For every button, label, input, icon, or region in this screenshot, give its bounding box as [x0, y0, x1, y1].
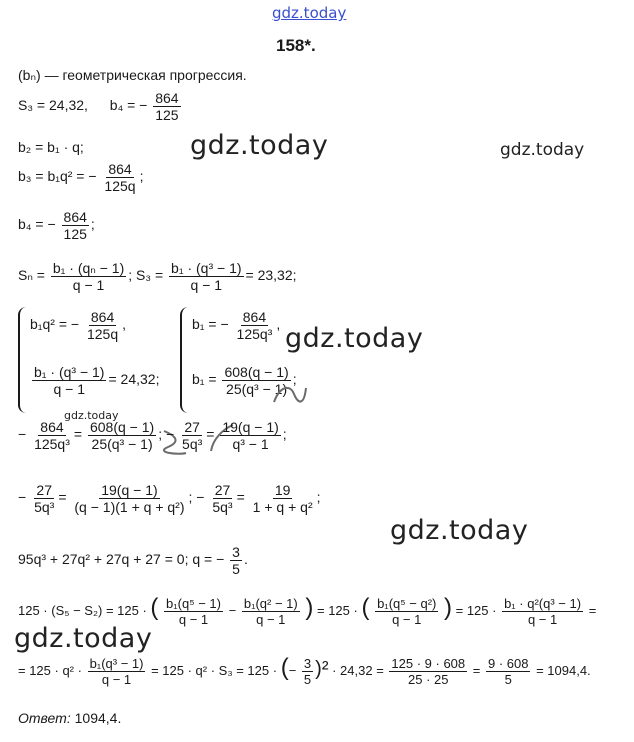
handwriting-mark: [270, 380, 310, 410]
denominator: q − 1: [190, 277, 223, 293]
equation-line: [18, 483, 321, 514]
formula: 95q³ + 27q² + 27q + 27 = 0; q = −: [18, 551, 225, 568]
paren: (: [280, 654, 289, 681]
punct: ,: [276, 316, 281, 333]
denominator: 125q: [104, 178, 136, 194]
formula-line: [18, 162, 143, 193]
fraction: [32, 420, 72, 451]
punct: .: [243, 551, 248, 568]
numerator: 864: [155, 90, 179, 106]
fraction: [486, 657, 530, 686]
denominator: 5q³: [212, 499, 233, 515]
fraction: [164, 597, 223, 626]
formula-line: [18, 210, 95, 241]
fraction: [88, 420, 156, 451]
formula: b₂ = b₁ · q;: [18, 139, 84, 155]
formula: −: [288, 663, 297, 678]
watermark: gdz.today: [285, 323, 424, 354]
denominator: 1 + q + q²: [252, 499, 313, 515]
answer-line: [18, 711, 121, 725]
denominator: (q − 1)(1 + q + q²): [74, 499, 185, 515]
system-line: [192, 310, 280, 341]
answer-label: Ответ:: [18, 710, 71, 726]
watermark: gdz.today: [390, 515, 529, 546]
formula: = 125 ·: [455, 603, 497, 618]
fraction: [153, 91, 180, 122]
denominator: 125q³: [34, 436, 70, 452]
formula: = 125 · q² · S₃ = 125 ·: [151, 663, 278, 678]
punct: ;: [292, 371, 297, 388]
watermark: gdz.today: [14, 623, 153, 654]
denominator: 125: [63, 226, 87, 242]
denominator: q − 1: [392, 612, 422, 628]
numerator: 3: [232, 544, 240, 560]
paren: (: [361, 594, 370, 621]
numerator: b₁(q² − 1): [243, 596, 298, 612]
numerator: b₁ · q²(q³ − 1): [504, 596, 582, 612]
formula: · 24,32 =: [332, 663, 384, 678]
denominator: 125q³: [236, 326, 273, 342]
denominator: 5: [232, 561, 240, 577]
formula: ; −: [188, 489, 205, 506]
formula: = 125 · q² ·: [18, 663, 82, 678]
paren: ): [443, 594, 452, 621]
fraction: [235, 310, 275, 341]
numerator: 864: [90, 309, 115, 325]
fraction: [389, 657, 467, 686]
problem-number: 158*.: [276, 36, 316, 55]
numerator: 3: [303, 656, 312, 672]
denominator: 25(q³ − 1): [91, 436, 153, 452]
numerator: 864: [108, 161, 132, 177]
formula: =: [206, 426, 215, 443]
formula: −: [18, 426, 27, 443]
numerator: 19: [274, 482, 291, 498]
given-sum: S₃ = 24,32,: [18, 97, 88, 114]
numerator: b₁(q⁵ − q²): [377, 596, 437, 612]
denominator: 25(q³ − 1): [226, 381, 288, 397]
fraction: [32, 365, 106, 396]
paren: (: [150, 594, 159, 621]
numerator: b₁(q⁵ − 1): [166, 596, 221, 612]
given-line: [18, 91, 183, 122]
denominator: q − 1: [178, 612, 209, 628]
formula: −: [18, 489, 27, 506]
numerator: 27: [184, 419, 200, 435]
formula-line: [18, 140, 84, 154]
denominator: 125: [155, 107, 179, 123]
fraction: [88, 657, 146, 686]
formula: = 24,32;: [108, 371, 160, 388]
denominator: 5q³: [34, 499, 55, 515]
fraction: [51, 261, 126, 292]
numerator: 608(q − 1): [89, 419, 155, 435]
numerator: 27: [214, 482, 231, 498]
formula: = 23,32;: [245, 267, 297, 284]
numerator: b₁ · (q³ − 1): [171, 260, 242, 276]
computation-line: [18, 656, 591, 686]
numerator: b₁ · (qₙ − 1): [52, 260, 125, 276]
numerator: 125 · 9 · 608: [391, 656, 466, 672]
formula: 125 · (S₅ − S₂) = 125 ·: [18, 603, 147, 618]
numerator: 27: [36, 482, 52, 498]
fraction: [180, 420, 204, 451]
fraction: [251, 483, 315, 514]
formula: b₁ = −: [192, 316, 229, 333]
paren: ): [305, 594, 314, 621]
fraction: [85, 310, 120, 341]
formula-line: [18, 261, 297, 292]
punct: ;: [139, 168, 144, 185]
fraction: [302, 657, 313, 686]
fraction: [242, 597, 300, 626]
system-line: [30, 310, 126, 341]
fraction: [32, 483, 56, 514]
denominator: 125q: [86, 326, 119, 342]
denominator: q − 1: [101, 672, 132, 688]
numerator: 9 · 608: [487, 656, 529, 672]
numerator: 19(q − 1): [222, 419, 279, 435]
formula: Sₙ =: [18, 267, 45, 284]
formula: =: [236, 489, 245, 506]
formula: = 1094,4.: [536, 663, 591, 678]
watermark-top[interactable]: gdz.today: [272, 4, 347, 22]
punct: ;: [282, 426, 287, 443]
formula: −: [228, 603, 237, 618]
fraction: [502, 597, 583, 626]
denominator: q − 1: [72, 277, 105, 293]
numerator: 608(q − 1): [224, 364, 289, 380]
formula: b₄ = −: [18, 216, 56, 233]
formula: =: [588, 603, 597, 618]
formula: =: [73, 426, 83, 443]
denominator: 25 · 25: [408, 672, 449, 688]
answer-value: 1094,4.: [70, 710, 122, 726]
computation-line: [18, 596, 596, 626]
fraction: [102, 162, 137, 193]
denominator: q − 1: [527, 612, 558, 628]
formula: b₃ = b₁q² = −: [18, 168, 97, 185]
formula: b₁q² = −: [30, 316, 80, 333]
formula: ; −: [158, 426, 175, 443]
fraction: [375, 597, 438, 626]
numerator: b₁(q³ − 1): [89, 656, 144, 672]
paren: )²: [315, 658, 329, 680]
denominator: q³ − 1: [232, 436, 269, 452]
progression-statement: (bₙ) — геометрическая прогрессия.: [18, 67, 247, 83]
system-line: [30, 365, 159, 396]
fraction: [230, 545, 242, 576]
fraction: [62, 210, 89, 241]
numerator: b₁ · (q³ − 1): [34, 364, 105, 380]
denominator: q − 1: [53, 381, 85, 397]
text-line: [18, 68, 247, 82]
system-brace: [18, 307, 28, 413]
numerator: 864: [40, 419, 64, 435]
equation-line: [18, 420, 287, 451]
punct: ,: [122, 316, 127, 333]
denominator: 5q³: [182, 436, 203, 452]
formula: =: [472, 663, 481, 678]
denominator: 5: [303, 672, 312, 688]
punct: ;: [316, 489, 321, 506]
watermark: gdz.today: [500, 140, 585, 160]
watermark: gdz.today: [190, 130, 329, 161]
punct: ;: [90, 216, 95, 233]
fraction: [220, 420, 280, 451]
formula: b₁ =: [192, 371, 217, 388]
fraction: [210, 483, 234, 514]
fraction: [169, 261, 243, 292]
numerator: 864: [63, 209, 87, 225]
watermark: gdz.today: [64, 409, 119, 422]
formula: =: [58, 489, 67, 506]
system-brace: [180, 307, 190, 413]
formula: ; S₃ =: [128, 267, 164, 284]
numerator: 864: [242, 309, 267, 325]
formula: = 125 ·: [316, 603, 358, 618]
fraction: [72, 483, 186, 514]
denominator: 5: [504, 672, 512, 688]
equation-line: [18, 545, 248, 576]
given-b4: b₄ = −: [109, 97, 148, 114]
numerator: 19(q − 1): [101, 482, 158, 498]
denominator: q − 1: [256, 612, 286, 628]
